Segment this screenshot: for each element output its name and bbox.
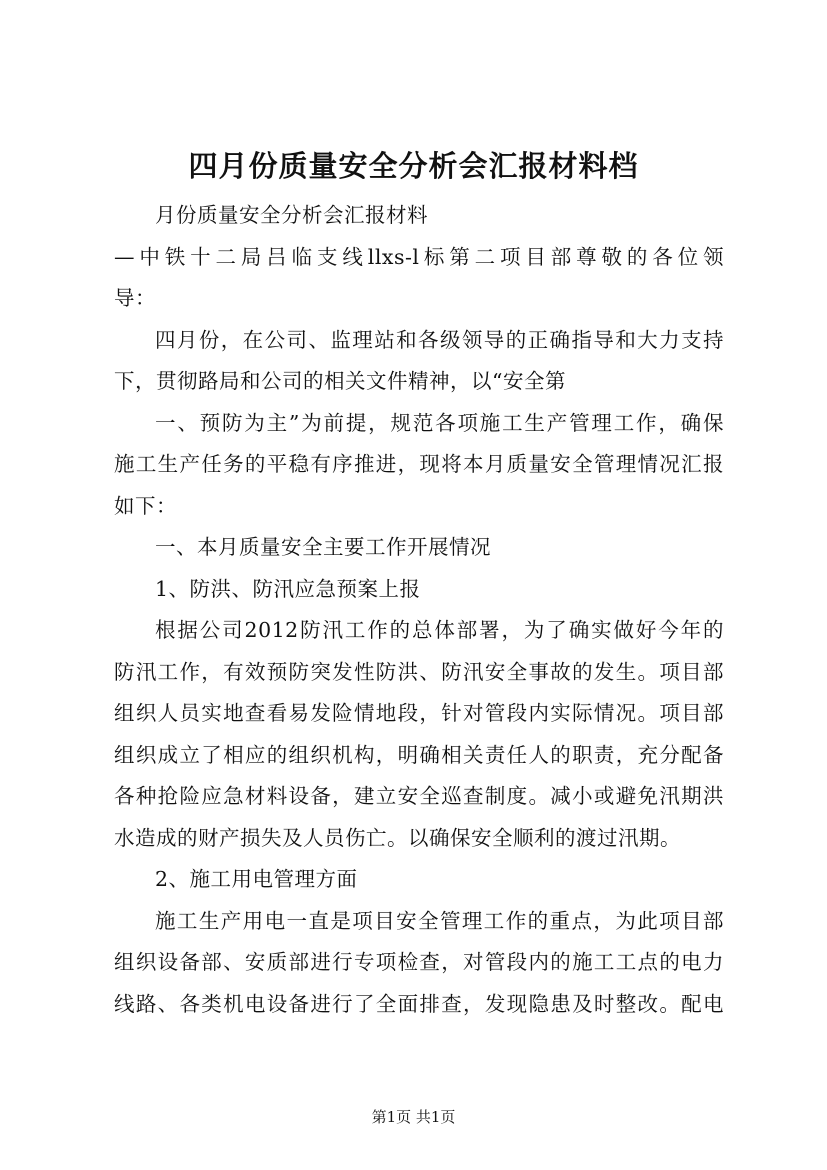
body-line: 四月份，在公司、监理站和各级领导的正确指导和大力支持 [155,327,724,352]
body-line: 根据公司2012防汛工作的总体部署，为了确实做好今年的 [155,618,724,642]
subsection-heading: 1、防洪、防汛应急预案上报 [155,576,421,601]
body-line: 组织成立了相应的组织机构，明确相关责任人的职责，充分配备 [114,742,724,767]
body-line: 施工生产任务的平稳有序推进，现将本月质量安全管理情况汇报 [114,452,724,476]
subsection-heading: 2、施工用电管理方面 [155,867,358,891]
body-line: 月份质量安全分析会汇报材料 [155,203,428,227]
body-line: 水造成的财产损失及人员伤亡。以确保安全顺利的渡过汛期。 [114,825,681,850]
body-line: 导： [114,286,156,310]
body-line: 组织人员实地查看易发险情地段，针对管段内实际情况。项目部 [114,701,724,725]
body-line: —中铁十二局吕临支线llxs-l标第二项目部尊敬的各位领 [114,244,724,269]
document-body [114,195,724,1025]
body-line: 一、预防为主”为前提，规范各项施工生产管理工作，确保 [155,410,724,435]
body-line: 组织设备部、安质部进行专项检查，对管段内的施工工点的电力 [114,950,724,974]
document-title: 四月份质量安全分析会汇报材料档 [188,149,639,183]
body-line: 各种抢险应急材料设备，建立安全巡查制度。减小或避免汛期洪 [114,784,724,808]
body-line: 下，贯彻路局和公司的相关文件精神，以“安全第 [114,369,566,393]
body-line: 如下： [114,493,177,518]
body-line: 防汛工作，有效预防突发性防洪、防汛安全事故的发生。项目部 [114,659,724,684]
page-footer: 第1页 共1页 [371,1108,456,1126]
body-line: 施工生产用电一直是项目安全管理工作的重点，为此项目部 [155,908,724,933]
section-heading: 一、本月质量安全主要工作开展情况 [155,535,491,559]
body-line: 线路、各类机电设备进行了全面排查，发现隐患及时整改。配电 [114,991,724,1016]
